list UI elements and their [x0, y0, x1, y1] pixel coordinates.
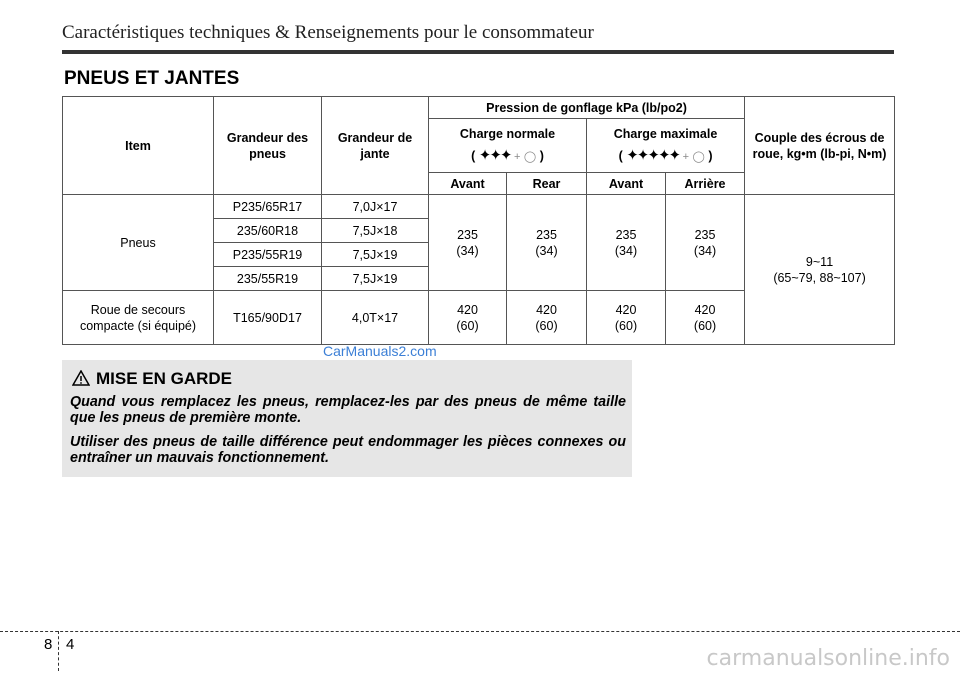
cell-tire: 235/60R18 [214, 219, 322, 243]
cell-pressure: 420 (60) [666, 291, 745, 345]
warning-triangle-icon [72, 370, 90, 386]
cell-rim: 7,0J×17 [322, 195, 429, 219]
person-icon: ✦ [668, 147, 680, 164]
watermark-link[interactable]: CarManuals2.com [323, 343, 437, 359]
normal-load-label: Charge normale [459, 127, 556, 141]
warning-paragraph: Utiliser des pneus de taille différence peut endommager les pièces connexes ou entraîner un mauvais fonctionnement. [70, 434, 626, 466]
cell-pressure: 235 (34) [587, 195, 666, 291]
cell-pressure: 420 (60) [507, 291, 587, 345]
section-title: PNEUS ET JANTES [64, 68, 240, 89]
cell-tire: T165/90D17 [214, 291, 322, 345]
person-icon: ✦ [499, 147, 511, 164]
warning-body [70, 394, 626, 474]
cell-rim: 7,5J×18 [322, 219, 429, 243]
cell-pressure: 235 (34) [507, 195, 587, 291]
page-chapter: 8 [44, 636, 53, 653]
header-normal-load [429, 119, 587, 173]
sub-rear-normal: Rear [507, 173, 587, 195]
header-tire-size: Grandeur des pneus [214, 97, 322, 195]
luggage-icon: ◯ [523, 151, 537, 163]
warning-box [62, 360, 632, 477]
cell-item-pneus: Pneus [63, 195, 214, 291]
page-number-divider [58, 631, 59, 671]
cell-item-spare: Roue de secours compacte (si équipé) [63, 291, 214, 345]
header-max-load [587, 119, 745, 173]
sub-front-normal: Avant [429, 173, 507, 195]
header-torque: Couple des écrous de roue, kg•m (lb-pi, N•m) [745, 97, 895, 195]
cell-pressure: 235 (34) [666, 195, 745, 291]
person-icon: ✦ [657, 147, 669, 164]
max-load-icons: ( ✦✦✦✦✦ + ◯ ) [618, 147, 713, 164]
tire-spec-table [62, 96, 895, 345]
cell-rim: 7,5J×19 [322, 267, 429, 291]
person-icon: ✦ [478, 147, 490, 164]
header-rule [62, 50, 894, 54]
header-item: Item [63, 97, 214, 195]
warning-title [72, 369, 232, 389]
cell-torque: 9~11 (65~79, 88~107) [745, 195, 895, 345]
footer-rule [0, 631, 960, 632]
sub-rear-max: Arrière [666, 173, 745, 195]
page-number: 4 [66, 636, 75, 653]
cell-tire: P235/55R19 [214, 243, 322, 267]
max-load-label: Charge maximale [613, 127, 718, 141]
sub-front-max: Avant [587, 173, 666, 195]
person-icon: ✦ [636, 147, 648, 164]
cell-pressure: 235 (34) [429, 195, 507, 291]
normal-load-icons: ( ✦✦✦ + ◯ ) [471, 147, 544, 164]
person-icon: ✦ [647, 147, 658, 164]
watermark-footer: carmanualsonline.info [706, 646, 950, 671]
cell-tire: P235/65R17 [214, 195, 322, 219]
page-header-title: Caractéristiques techniques & Renseignements pour le consommateur [62, 22, 594, 43]
cell-pressure: 420 (60) [587, 291, 666, 345]
table-row [63, 195, 895, 219]
cell-rim: 4,0T×17 [322, 291, 429, 345]
warning-title-text: MISE EN GARDE [96, 369, 233, 388]
cell-tire: 235/55R19 [214, 267, 322, 291]
luggage-icon: ◯ [692, 151, 705, 163]
warning-paragraph: Quand vous remplacez les pneus, remplacez-les par des pneus de même taille que les pneus de première monte. [70, 394, 626, 426]
header-pressure: Pression de gonflage kPa (lb/po2) [429, 97, 745, 119]
person-icon: ✦ [489, 147, 500, 164]
person-icon: ✦ [626, 147, 637, 164]
cell-pressure: 420 (60) [429, 291, 507, 345]
cell-rim: 7,5J×19 [322, 243, 429, 267]
header-rim-size: Grandeur de jante [322, 97, 429, 195]
